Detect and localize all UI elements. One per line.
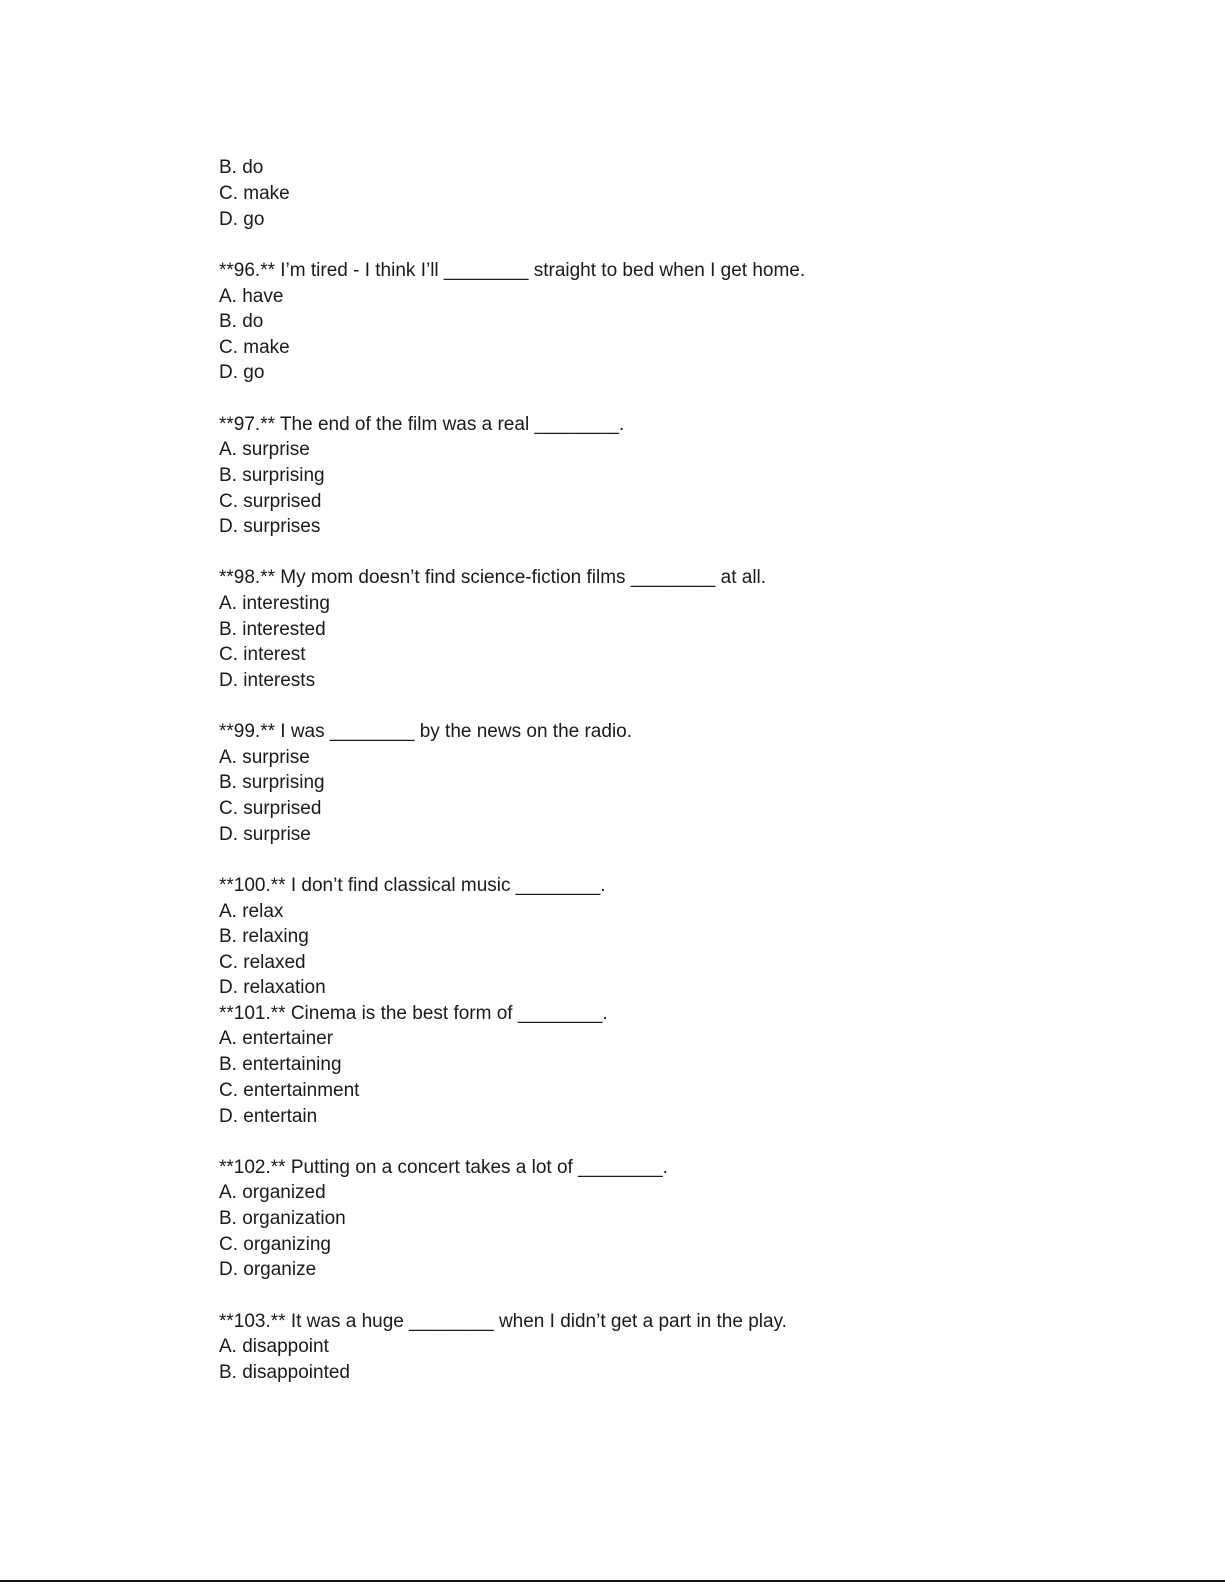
option-q97-d: D. surprises (219, 516, 321, 537)
option-q97-c: C. surprised (219, 491, 322, 512)
option-q101-c: C. entertainment (219, 1080, 360, 1101)
question-103: **103.** It was a huge ________ when I didn’t get a part in the play. (219, 1311, 787, 1332)
option-q98-a: A. interesting (219, 593, 330, 614)
option-q98-b: B. interested (219, 619, 326, 640)
option-q98-d: D. interests (219, 670, 316, 691)
option-q101-b: B. entertaining (219, 1054, 342, 1075)
page-bottom-rule (0, 1580, 1225, 1582)
option-q98-c: C. interest (219, 644, 306, 665)
question-101: **101.** Cinema is the best form of ________. (219, 1003, 608, 1024)
option-q102-b: B. organization (219, 1208, 346, 1229)
option-q95-b: B. do (219, 157, 264, 178)
option-q100-c: C. relaxed (219, 952, 306, 973)
option-q95-c: C. make (219, 183, 290, 204)
option-q102-c: C. organizing (219, 1234, 331, 1255)
option-q95-d: D. go (219, 209, 265, 230)
option-q100-b: B. relaxing (219, 926, 309, 947)
option-q99-b: B. surprising (219, 772, 325, 793)
option-q97-a: A. surprise (219, 439, 310, 460)
option-q99-a: A. surprise (219, 747, 310, 768)
option-q101-d: D. entertain (219, 1106, 318, 1127)
option-q96-c: C. make (219, 337, 290, 358)
question-96: **96.** I’m tired - I think I’ll ________ straight to bed when I get home. (219, 260, 806, 281)
option-q103-b: B. disappointed (219, 1362, 350, 1383)
option-q96-b: B. do (219, 311, 264, 332)
option-q100-a: A. relax (219, 901, 284, 922)
question-97: **97.** The end of the film was a real ________. (219, 414, 625, 435)
question-98: **98.** My mom doesn’t find science-fiction films ________ at all. (219, 567, 767, 588)
option-q102-a: A. organized (219, 1182, 326, 1203)
option-q102-d: D. organize (219, 1259, 317, 1280)
option-q96-d: D. go (219, 362, 265, 383)
question-99: **99.** I was ________ by the news on the radio. (219, 721, 633, 742)
option-q96-a: A. have (219, 286, 284, 307)
option-q100-d: D. relaxation (219, 977, 326, 998)
question-100: **100.** I don’t find classical music ________. (219, 875, 606, 896)
option-q99-c: C. surprised (219, 798, 322, 819)
option-q103-a: A. disappoint (219, 1336, 329, 1357)
option-q101-a: A. entertainer (219, 1028, 334, 1049)
option-q99-d: D. surprise (219, 824, 311, 845)
question-102: **102.** Putting on a concert takes a lot of ________. (219, 1157, 668, 1178)
option-q97-b: B. surprising (219, 465, 325, 486)
